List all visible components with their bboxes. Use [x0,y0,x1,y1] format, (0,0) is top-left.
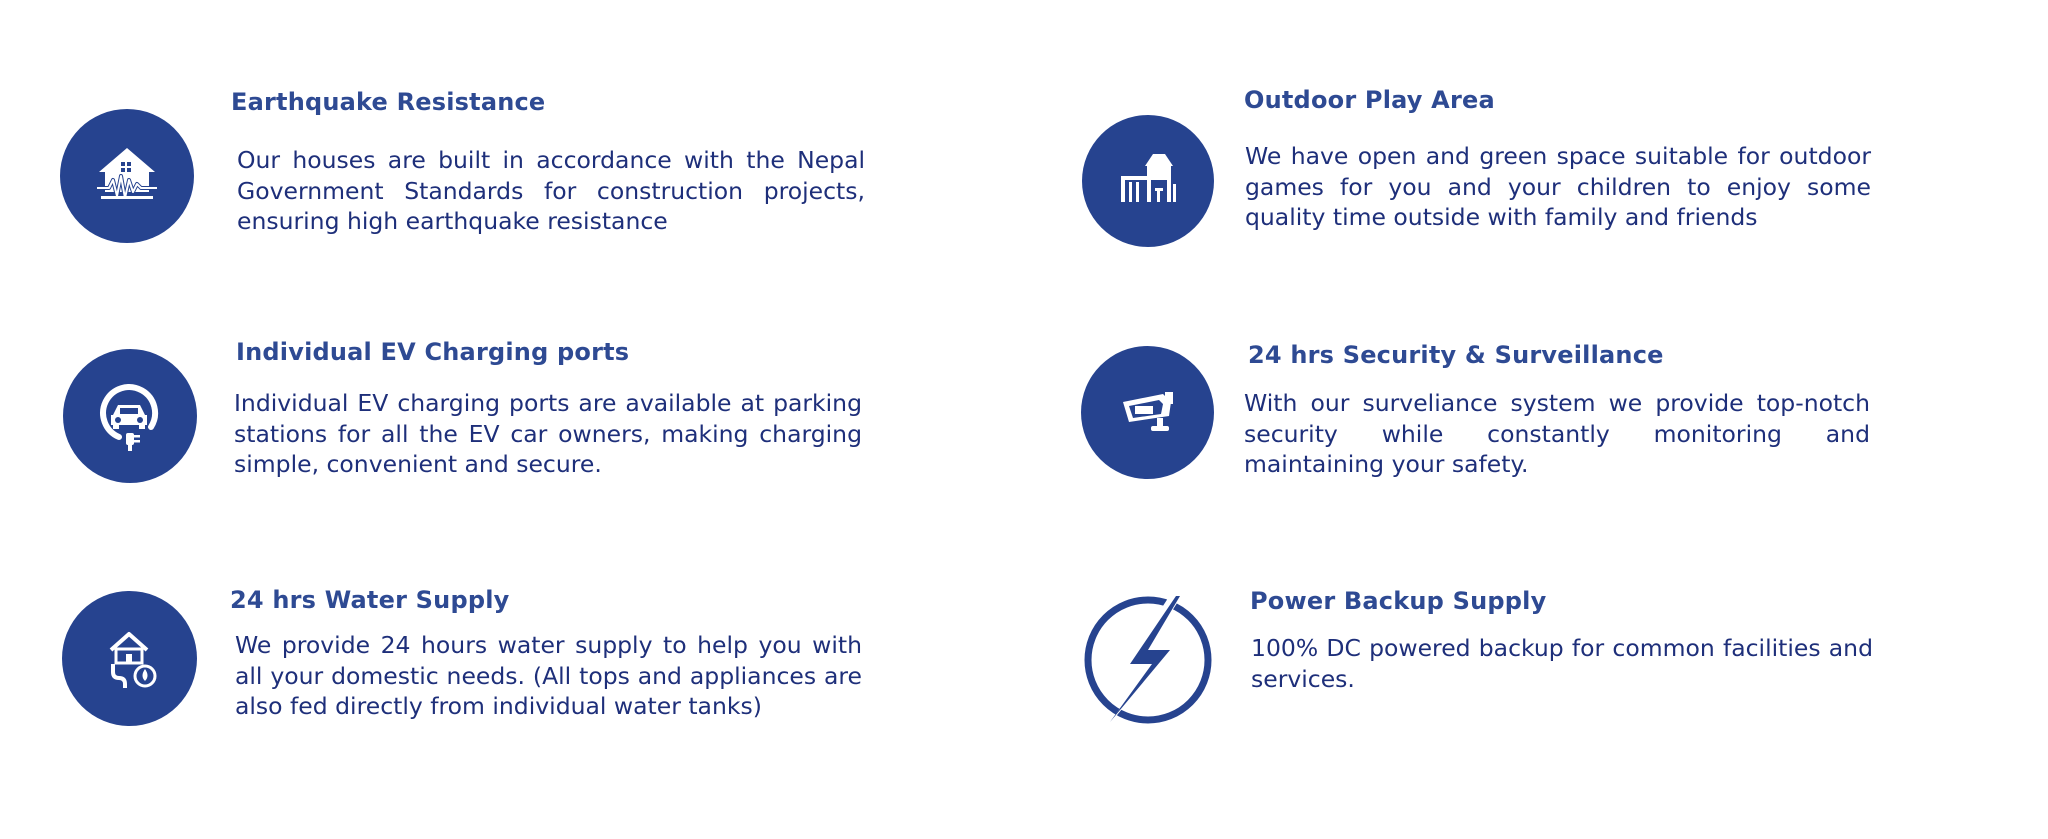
ev-charging-icon [63,349,197,483]
security-camera-icon [1081,346,1214,479]
playground-icon [1082,115,1214,247]
lightning-bolt-icon [1080,588,1216,728]
feature-title: Individual EV Charging ports [236,338,630,366]
feature-title: 24 hrs Security & Surveillance [1248,341,1664,369]
feature-description: We have open and green space suitable for outdoor games for you and your children to enjoy some quality time outside with family and friends [1245,142,1871,231]
feature-description: We provide 24 hours water supply to help you with all your domestic needs. (All tops and appliances are also fed directly from individual water tanks) [235,631,862,720]
feature-title: 24 hrs Water Supply [230,586,510,614]
feature-description: With our surveliance system we provide top-notch security while constantly monitoring and maintaining your safety. [1244,389,1870,478]
feature-title: Outdoor Play Area [1244,86,1495,114]
house-earthquake-icon [60,109,194,243]
feature-title: Power Backup Supply [1250,587,1547,615]
feature-title: Earthquake Resistance [231,88,546,116]
feature-description: 100% DC powered backup for common facilities and services. [1251,634,1873,693]
house-water-icon [62,591,197,726]
feature-description: Our houses are built in accordance with the Nepal Government Standards for construction projects, ensuring high earthquake resistance [237,146,865,235]
feature-description: Individual EV charging ports are available at parking stations for all the EV car owners, making charging simple, convenient and secure. [234,389,862,478]
